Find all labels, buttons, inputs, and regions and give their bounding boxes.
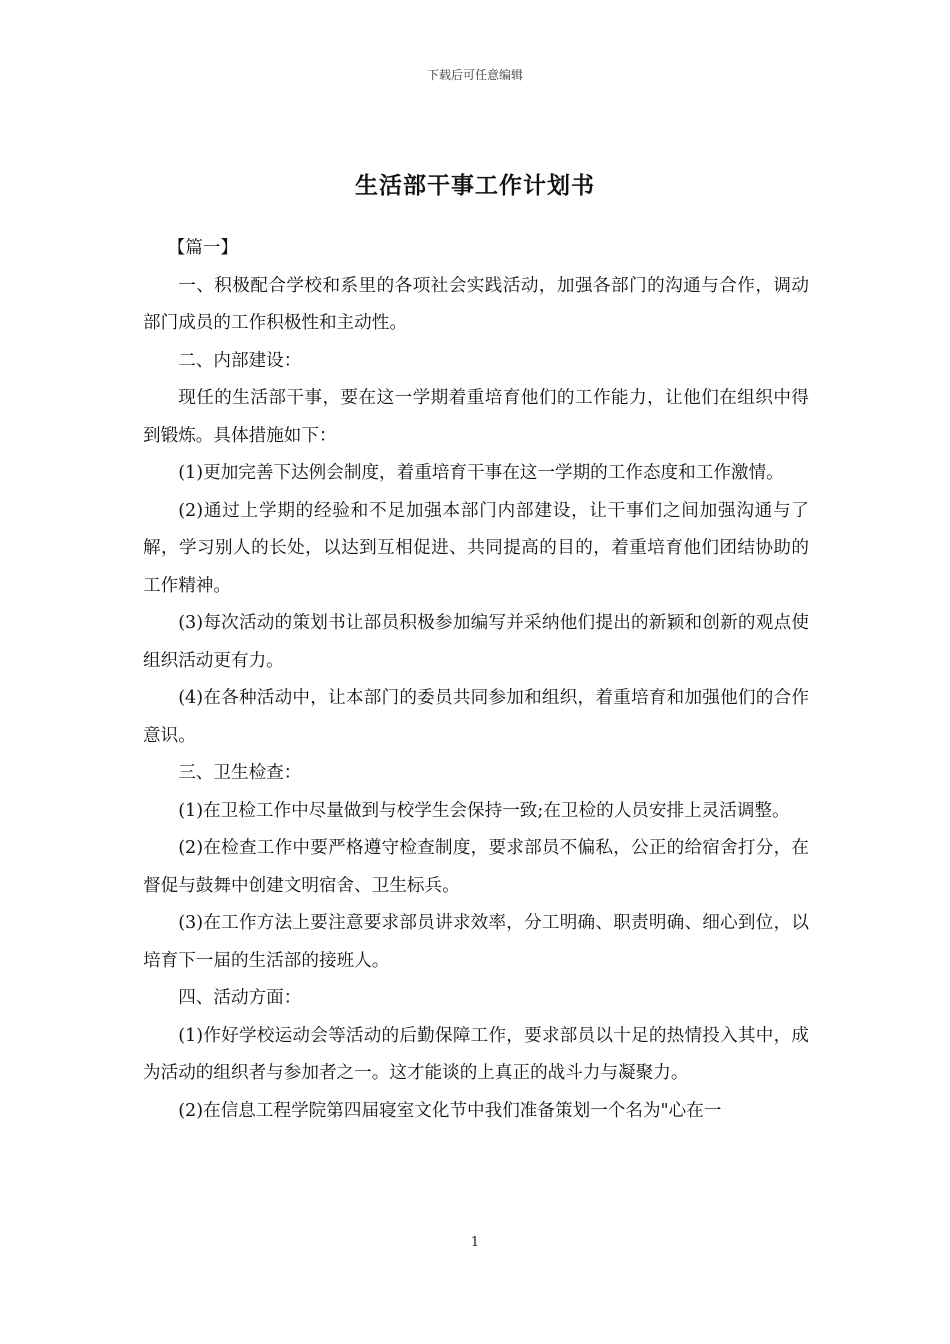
header-note: 下载后可任意编辑 [426, 68, 523, 82]
section-tag: 【篇一】 [167, 238, 239, 258]
list-item: (1)作好学校运动会等活动的后勤保障工作，要求部员以十足的热情投入其中，成为活动的组织者与参加者之一。这才能谈的上真正的战斗力与凝聚力。 [143, 1025, 809, 1083]
paragraph: 一、积极配合学校和系里的各项社会实践活动，加强各部门的沟通与合作，调动部门成员的工作积极性和主动性。 [143, 275, 809, 333]
paragraph: 现任的生活部干事，要在这一学期着重培育他们的工作能力，让他们在组织中得到锻炼。具体措施如下： [143, 388, 809, 446]
list-item: (2)在检查工作中要严格遵守检查制度，要求部员不偏私，公正的给宿舍打分，在督促与鼓舞中创建文明宿舍、卫生标兵。 [143, 838, 809, 896]
section-heading: 三、卫生检查： [178, 763, 302, 783]
list-item: (3)每次活动的策划书让部员积极参加编写并采纳他们提出的新颖和创新的观点使组织活动更有力。 [143, 613, 809, 671]
page-number: 1 [470, 1235, 480, 1250]
list-item: (2)通过上学期的经验和不足加强本部门内部建设，让干事们之间加强沟通与了解，学习别人的长处，以达到互相促进、共同提高的目的，着重培育他们团结协助的工作精神。 [143, 500, 809, 596]
section-heading: 二、内部建设： [178, 350, 302, 371]
list-item: (1)在卫检工作中尽量做到与校学生会保持一致;在卫检的人员安排上灵活调整。 [178, 800, 790, 821]
document-title: 生活部干事工作计划书 [355, 173, 595, 200]
list-item: (1)更加完善下达例会制度，着重培育干事在这一学期的工作态度和工作激情。 [178, 463, 784, 483]
list-item: (3)在工作方法上要注意要求部员讲求效率，分工明确、职责明确、细心到位，以培育下一届的生活部的接班人。 [143, 913, 809, 971]
list-item: (2)在信息工程学院第四届寝室文化节中我们准备策划一个名为"心在一 [178, 1100, 722, 1121]
list-item: (4)在各种活动中，让本部门的委员共同参加和组织，着重培育和加强他们的合作意识。 [143, 688, 809, 746]
document-body [143, 230, 809, 1130]
section-heading: 四、活动方面： [178, 988, 302, 1008]
